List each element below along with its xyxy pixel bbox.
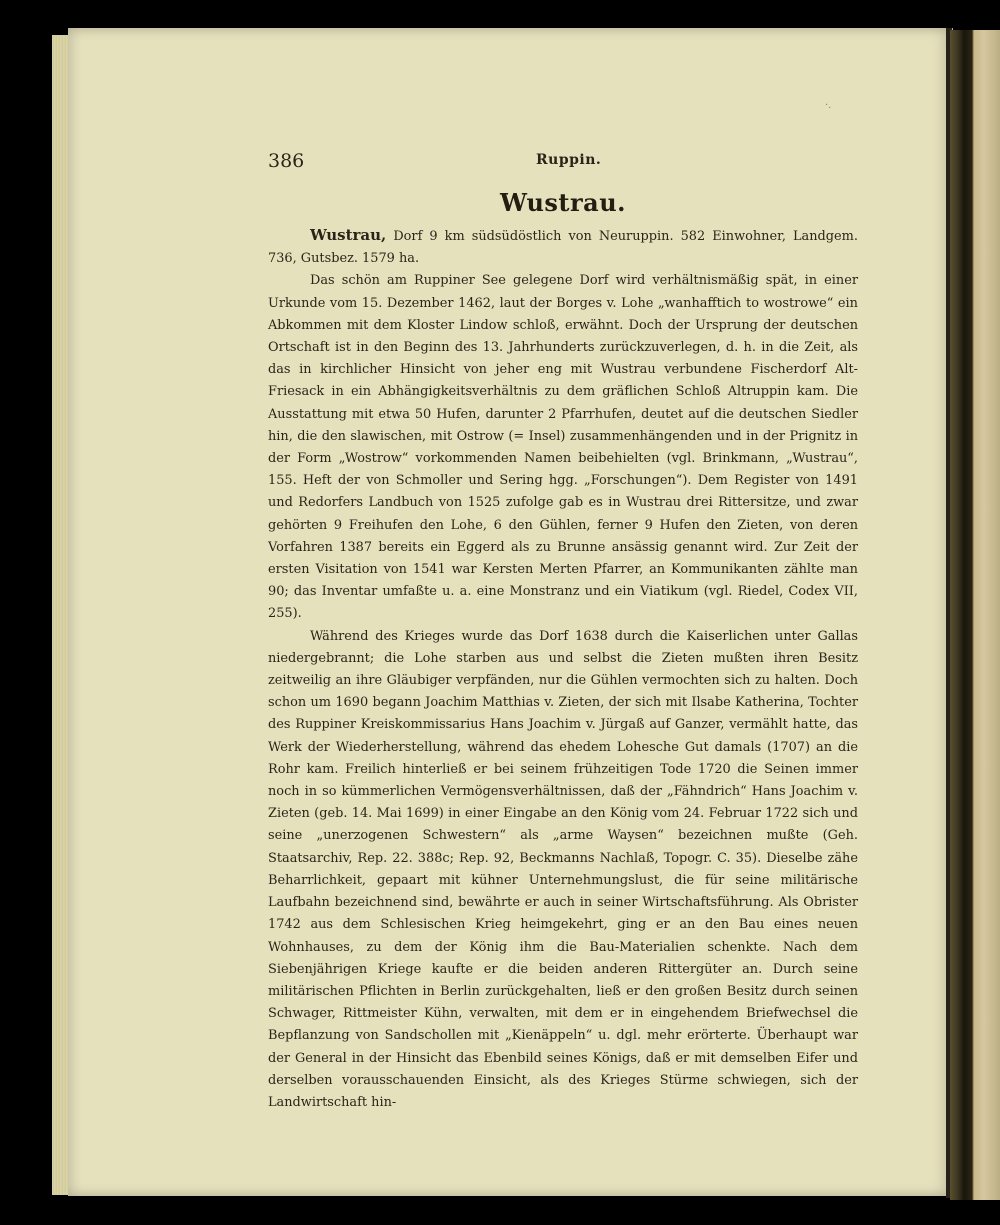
body-text [268, 224, 858, 1114]
entry-lead: Wustrau, [310, 226, 387, 244]
paragraph-history: Das schön am Ruppiner See gelegene Dorf wird verhältnismäßig spät, in einer Urkunde vom 15. Dezember 1462, laut der Borges v. Lohe „wanhafftich to wostrowe“ ein Abkommen mit dem Kloster Lindow schloß, erwähnt. Doch der Ursprung der deutschen Ortschaft ist in den Beginn des 13. Jahrhunderts zurückzuverlegen, d. h. in die Zeit, als das in kirchlicher Hinsicht von jeher eng mit Wustrau verbundene Fischerdorf Alt-Friesack in ein Abhängigkeitsverhältnis zu dem gräflichen Schloß Altruppin kam. Die Ausstattung mit etwa 50 Hufen, darunter 2 Pfarrhufen, deutet auf die deutschen Siedler hin, die den slawischen, mit Ostrow (= Insel) zusammenhängenden und in der Prignitz in der Form „Wostrow“ vorkommenden Namen beibehielten (vgl. Brinkmann, „Wustrau“, 155. Heft der von Schmoller und Sering hgg. „Forschungen“). Dem Register von 1491 und Redorfers Landbuch von 1525 zufolge gab es in Wustrau drei Rittersitze, und zwar gehörten 9 Freihufen den Lohe, 6 den Gühlen, ferner 9 Hufen den Zieten, von deren Vorfahren 1387 bereits ein Eggerd als zu Brunne ansässig genannt wird. Zur Zeit der ersten Visitation von 1541 war Kersten Merten Pfarrer, an Kommunikanten zählte man 90; das Inventar umfaßte u. a. eine Monstranz und ein Viatikum (vgl. Riedel, Codex VII, 255). [268, 273, 858, 622]
section-title: Wustrau. [499, 188, 627, 217]
page-number: 386 [268, 150, 305, 172]
page-header [268, 150, 858, 176]
paragraph-intro [268, 224, 858, 270]
paragraph-war: Während des Krieges wurde das Dorf 1638 durch die Kaiserlichen unter Gallas niedergebrannt; die Lohe starben aus und selbst die Zieten mußten ihren Besitz zeitweilig an ihre Gläubiger verpfänden, nur die Gühlen vermochten sich zu halten. Doch schon um 1690 begann Joachim Matthias v. Zieten, der sich mit Ilsabe Katherina, Tochter des Ruppiner Kreiskommissarius Hans Joachim v. Jürgaß auf Ganzer, vermählt hatte, das Werk der Wiederherstellung, während das ehedem Lohesche Gut damals (1707) an die Rohr kam. Freilich hinterließ er bei seinem frühzeitigen Tode 1720 die Seinen immer noch in so kümmerlichen Vermögensverhältnissen, daß der „Fähndrich“ Hans Joachim v. Zieten (geb. 14. Mai 1699) in einer Eingabe an den König vom 24. Februar 1722 sich und seine „unerzogenen Schwestern“ als „arme Waysen“ bezeichnen mußte (Geh. Staatsarchiv, Rep. 22. 388c; Rep. 92, Beckmanns Nachlaß, Topogr. C. 35). Dieselbe zähe Beharrlichkeit, gepaart mit kühner Unternehmungslust, die für seine militärische Laufbahn bezeichnend sind, bewährte er auch in seiner Wirtschaftsführung. Als Obrister 1742 aus dem Schlesischen Krieg heimgekehrt, ging er an den Bau eines neuen Wohnhauses, zu dem der König ihm die Bau-Materialien schenkte. Nach dem Siebenjährigen Kriege kaufte er die beiden anderen Rittergüter an. Durch seine militärischen Pflichten in Berlin zurückgehalten, ließ er den großen Besitz durch seinen Schwager, Rittmeister Kühn, verwalten, mit dem er in eingehendem Briefwechsel die Bepflanzung von Sandschollen mit „Kienäppeln“ u. dgl. mehr erörterte. Überhaupt war der General in der Hinsicht das Ebenbild seines Königs, daß er mit demselben Eifer und derselben vorausschauenden Einsicht, als des Krieges Stürme schwiegen, sich der Landwirtschaft hin- [268, 628, 858, 1110]
running-head: Ruppin. [536, 152, 602, 168]
facing-page-edge [950, 30, 1000, 1200]
entry-text: Dorf 9 km südsüdöstlich von Neuruppin. 582 Einwohner, Landgem. 736, Gutsbez. 1579 ha. [268, 229, 858, 267]
smudge-mark: ·. [825, 100, 832, 111]
